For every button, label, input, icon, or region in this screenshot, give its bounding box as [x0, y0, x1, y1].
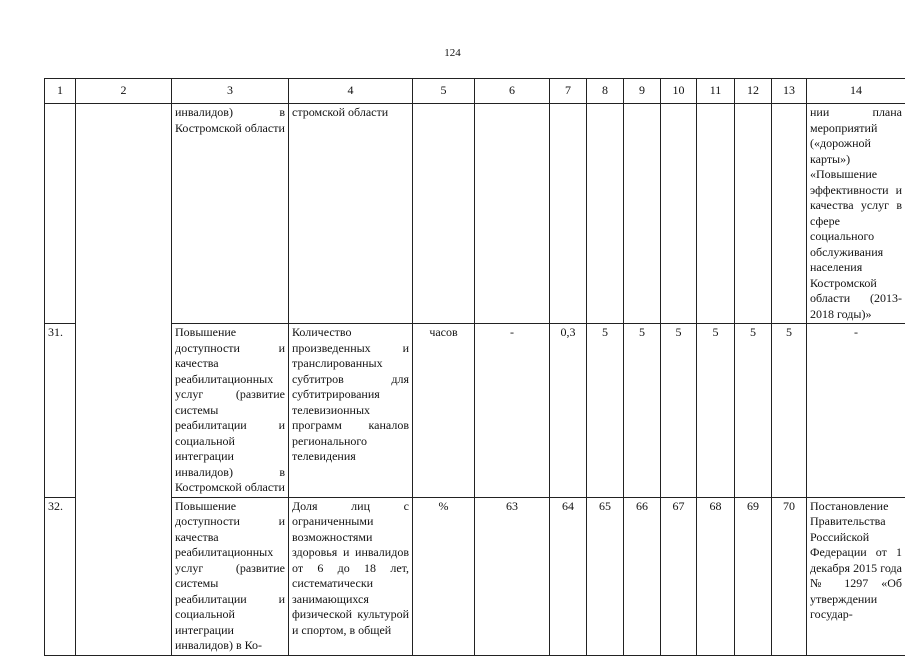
event-name: Повышение доступности и качества реабилитационных услуг (развитие системы реабилитации и социальной интеграции инвалидов) в Костромской области: [172, 324, 289, 498]
col-header-14: 14: [807, 79, 905, 104]
legal-basis: нии плана мероприятий («дорожной карты») «Повышение эффективности и качества услуг в сфере социального обслуживания населения Костромской области (2013-2018 годы)»: [807, 104, 905, 324]
col-header-6: 6: [475, 79, 550, 104]
value-cell: 5: [587, 324, 624, 498]
value-cell: 66: [624, 497, 661, 655]
row-number: 32.: [45, 497, 76, 655]
col-header-7: 7: [550, 79, 587, 104]
indicator-name: стромской области: [289, 104, 413, 324]
value-cell: 5: [772, 324, 807, 498]
table-row: [45, 104, 905, 324]
row-number: [45, 104, 76, 324]
col-header-1: 1: [45, 79, 76, 104]
value-cell: 69: [735, 497, 772, 655]
value-cell: 0,3: [550, 324, 587, 498]
value-cell: [587, 104, 624, 324]
event-name: Повышение доступности и качества реабилитационных услуг (развитие системы реабилитации и социальной интеграции инвалидов) в Ко-: [172, 497, 289, 655]
indicator-name: Доля лиц с ограниченными возможностями здоровья и инвалидов от 6 до 18 лет, систематически занимающихся физической культурой и спортом, в общей: [289, 497, 413, 655]
col-header-4: 4: [289, 79, 413, 104]
table-row: [45, 497, 905, 655]
col-header-13: 13: [772, 79, 807, 104]
col-header-3: 3: [172, 79, 289, 104]
value-cell: [475, 104, 550, 324]
value-cell: 68: [697, 497, 735, 655]
page-number: 124: [0, 47, 905, 59]
value-cell: 70: [772, 497, 807, 655]
value-cell: [735, 104, 772, 324]
value-cell: 5: [697, 324, 735, 498]
value-cell: 5: [624, 324, 661, 498]
col-header-9: 9: [624, 79, 661, 104]
col-header-12: 12: [735, 79, 772, 104]
value-cell: [772, 104, 807, 324]
group-cell: [76, 104, 172, 656]
value-cell: 63: [475, 497, 550, 655]
col-header-5: 5: [413, 79, 475, 104]
indicator-name: Количество произведенных и транслированных субтитров для субтитрирования телевизионных программ каналов регионального телевидения: [289, 324, 413, 498]
unit: часов: [413, 324, 475, 498]
legal-basis: Постановление Правительства Российской Федерации от 1 декабря 2015 года № 1297 «Об утверждении государ-: [807, 497, 905, 655]
legal-basis: -: [807, 324, 905, 498]
value-cell: 67: [661, 497, 697, 655]
col-header-8: 8: [587, 79, 624, 104]
col-header-10: 10: [661, 79, 697, 104]
table-row: [45, 324, 905, 498]
event-name: инвалидов) в Костромской области: [172, 104, 289, 324]
value-cell: -: [475, 324, 550, 498]
value-cell: 65: [587, 497, 624, 655]
value-cell: [697, 104, 735, 324]
col-header-2: 2: [76, 79, 172, 104]
value-cell: 5: [661, 324, 697, 498]
value-cell: [661, 104, 697, 324]
header-row: [45, 79, 905, 104]
value-cell: 5: [735, 324, 772, 498]
unit: %: [413, 497, 475, 655]
indicators-table: [44, 78, 905, 656]
value-cell: [550, 104, 587, 324]
row-number: 31.: [45, 324, 76, 498]
value-cell: 64: [550, 497, 587, 655]
value-cell: [624, 104, 661, 324]
col-header-11: 11: [697, 79, 735, 104]
unit: [413, 104, 475, 324]
